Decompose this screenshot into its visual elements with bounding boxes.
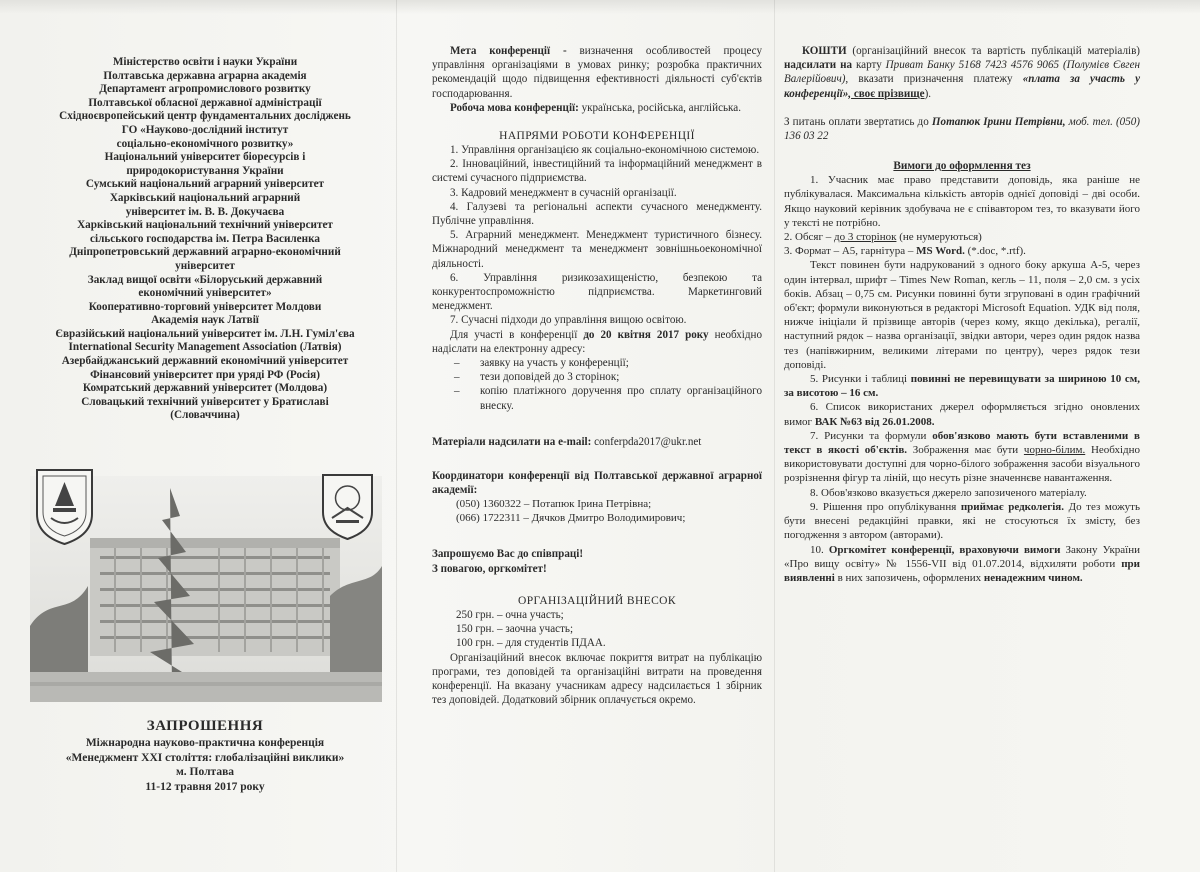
req-text: 3. Формат – А5, гарнітура – <box>784 245 917 258</box>
requirements-heading: Вимоги до оформлення тез <box>893 160 1031 173</box>
contact-phone: моб. тел. (050) 136 03 22 <box>784 115 1141 143</box>
coordinators-heading: Координатори конференції від Полтавської державної аграрної академії: <box>432 470 762 497</box>
fee-item: 250 грн. – очна участь; <box>456 608 564 621</box>
payment-info <box>784 44 1140 101</box>
organizer-line: сільського господарства ім. Петра Василенка <box>90 232 320 245</box>
direction-item: 1. Управління організацією як соціально-економічною системою. <box>450 144 760 157</box>
payment-text: (організаційний внесок та вартість публікацій матеріалів) <box>846 45 1140 57</box>
payment-label: КОШТИ <box>802 45 847 57</box>
direction-item: 5. Аграрний менеджмент. Менеджмент туристичного бізнесу. Міжнародний менеджмент та менеджмент зовнішньоекономічної діяльності. <box>432 229 762 270</box>
email-line <box>432 435 762 449</box>
directions-heading: НАПРЯМИ РОБОТИ КОНФЕРЕНЦІЇ <box>499 130 695 143</box>
requirement-3 <box>784 244 1140 258</box>
goal-text: визначення особливостей процесу управління організаціями в умовах ринку; розробка практичних рекомендацій щодо підвищення ефективності діяльності суб'єктів господарювання. <box>432 45 762 100</box>
organizer-line: Словацький технічний університет у Братиславі <box>81 395 329 408</box>
direction-item: 4. Галузеві та регіональні аспекти сучасного менеджменту. Публічне управління. <box>432 200 762 228</box>
req-text: 2. Обсяг – <box>784 231 834 244</box>
participation-post: необхідно надіслати на електронну адресу: <box>432 328 762 355</box>
participation-deadline: до 20 квітня 2017 року <box>583 328 709 341</box>
req-text: в них запозичень, оформлених <box>834 571 984 584</box>
req-text: Зображення має бути <box>907 444 1024 457</box>
organizer-line: ГО «Науково-дослідний інститут <box>121 123 289 136</box>
requirement-1: 1. Учасник має право представити доповідь, яка раніше не публікувалася. Максимальна кількість авторів однієї доповіді – дві особи. Якщо науковий керівник здобувача не є співавтором тез, то вказувати його у тексті не потрібно. <box>784 174 1140 229</box>
organizer-line: Східноєвропейський центр фундаментальних досліджень <box>59 110 351 123</box>
organizer-line: економічний університет» <box>138 287 272 300</box>
organizer-line: Харківський національний технічний університет <box>77 219 333 232</box>
req-format: MS Word. <box>916 245 965 258</box>
req-text: (*.doc, *.rtf). <box>964 245 1026 258</box>
organizer-line: Полтавська державна аграрна академія <box>103 69 307 82</box>
payment-card: Приват Банку 5168 7423 4576 9065 (Полумієв Євген Валерійович), <box>784 59 1141 86</box>
fee-item: 150 грн. – заочна участь; <box>456 623 574 636</box>
closing-invitation: Запрошуємо Вас до співпраці! <box>432 548 584 561</box>
req-emph: обов'язково мають бути вставленими в текст в якості об'єктів. <box>784 429 1140 457</box>
working-language <box>432 101 762 115</box>
payment-purpose: «плата за участь у конференції», <box>784 73 1141 100</box>
organizer-line: природокористування України <box>126 164 284 177</box>
fee-item: 100 грн. – для студентів ПДАА. <box>456 637 606 650</box>
invitation-title: ЗАПРОШЕННЯ <box>146 718 264 734</box>
column-conference-info <box>432 44 762 707</box>
payment-end: ). <box>924 87 932 100</box>
payment-surname: своє прізвище <box>851 87 925 100</box>
coordinator-entry: (050) 1360322 – Потапюк Ірина Петрівна; <box>456 498 652 511</box>
academy-emblem-logo <box>33 466 96 546</box>
organizer-line: Комратський державний університет (Молдова) <box>82 382 328 395</box>
requirement-10 <box>784 543 1140 586</box>
participation-pre: Для участі в конференції <box>450 328 584 341</box>
list-item: – заявку на участь у конференції; <box>454 356 762 370</box>
fold-line-left <box>396 0 397 872</box>
req-text: 5. Рисунки і таблиці <box>810 373 911 386</box>
req-emph: при виявленні <box>784 557 1140 584</box>
req-text: 7. Рисунки та формули <box>810 429 933 442</box>
contact-text: З питань оплати звертатись до <box>784 115 932 128</box>
req-text: 9. Рішення про опублікування <box>810 500 961 513</box>
requirement-8: 8. Обов'язково вказується джерело запозиченого матеріалу. <box>810 486 1087 499</box>
req-pages: до 3 сторінок <box>834 231 897 244</box>
faculty-emblem-logo <box>320 472 375 542</box>
direction-item: 6. Управління ризикозахищеністю, безпекою та конкурентоспроможністю підприємства. Маркетинговий менеджмент. <box>432 271 762 313</box>
organizer-line: Сумський національний аграрний університет <box>85 178 325 191</box>
organizer-line: Євразійський національний університет ім. Л.Н. Гуміл'єва <box>55 327 355 340</box>
fold-line-right <box>774 0 775 872</box>
list-item: – тези доповідей до 3 сторінок; <box>454 370 762 384</box>
req-emph: ВАК №63 від 26.01.2008. <box>814 415 935 428</box>
organizer-line: International Security Management Association (Латвія) <box>68 341 342 354</box>
goal-label: Мета конференції - <box>450 45 567 57</box>
req-text: (не нумеруються) <box>896 231 982 244</box>
req-text: Закону України «Про вищу освіту» № 1556-VII від 01.07.2014, відхиляти роботи <box>784 543 1141 570</box>
organizer-line: соціально-економічного розвитку» <box>116 137 294 150</box>
fee-note: Організаційний внесок включає покриття витрат на публікацію програми, тез доповідей та організаційні витрати на проведення конференції. На вказану учасникам адресу надсилається 1 збірник тез доповідей. Додатковий збірник оплачується окремо. <box>432 651 762 707</box>
column-requirements <box>784 44 1140 585</box>
organizer-line: Заклад вищої освіти «Білоруський державний <box>87 273 323 286</box>
organizer-line: (Словаччина) <box>170 409 240 422</box>
organizer-line: університет ім. В. В. Докучаєва <box>125 205 285 218</box>
organizer-line: Академія наук Латвії <box>151 314 259 327</box>
requirement-9 <box>784 500 1140 543</box>
requirement-7 <box>784 429 1140 486</box>
payment-text: вказати призначення платежу <box>848 73 1023 86</box>
email-address[interactable]: conferpda2017@ukr.net <box>594 435 702 448</box>
closing-regards: З повагою, оргкомітет! <box>432 562 547 575</box>
fee-heading: ОРГАНІЗАЦІЙНИЙ ВНЕСОК <box>518 594 676 607</box>
conference-goal <box>432 44 762 101</box>
req-emph: ненадежним чином. <box>983 571 1083 584</box>
organizer-line: університет <box>175 259 235 272</box>
organizers-list <box>30 56 380 423</box>
organizer-line: Фінансовий університет при уряді РФ (Росія) <box>90 368 320 381</box>
participation-text <box>432 328 762 356</box>
language-label: Робоча мова конференції: <box>450 101 579 114</box>
req-text: 10. <box>810 543 829 556</box>
req-text: 6. Список використаних джерел оформляється згідно оновлених вимог <box>784 401 1140 428</box>
page-top-shadow <box>0 0 1200 14</box>
list-item: – копію платіжного доручення про сплату організаційного внеску. <box>454 384 762 412</box>
req-emph: чорно-білим. <box>1023 444 1086 457</box>
direction-item: 7. Сучасні підходи до управління вищою освітою. <box>450 314 687 327</box>
conference-name: «Менеджмент XXI століття: глобалізаційні виклики» <box>65 751 345 764</box>
req-emph: повинні не перевищувати за шириною 10 см, за висотою – 16 см. <box>784 373 1140 400</box>
invitation-block <box>30 716 380 794</box>
req-text: Необхідно використовувати доступні для чорно-білого зображення засоби візуального розрізнення фігур та ліній, що несуть різне значеннєве навантаження. <box>784 444 1140 485</box>
req-emph: Оргкомітет конференції, враховуючи вимоги <box>828 543 1061 556</box>
req-text: До тез можуть бути внесені редакційні правки, які не стосуються їх змісту, без погодження з автором (авторами). <box>784 500 1140 542</box>
payment-text: карту <box>852 59 886 72</box>
organizer-line: Кооперативно-торговий університет Молдови <box>88 300 322 313</box>
direction-item: 2. Інноваційний, інвестиційний та інформаційний менеджмент в системі сучасного підприємства. <box>432 158 762 185</box>
send-materials-list <box>432 356 762 413</box>
organizer-line: Харківський національний аграрний <box>109 191 301 204</box>
conference-dates: 11-12 травня 2017 року <box>145 780 265 793</box>
requirement-2 <box>784 230 1140 244</box>
language-text: українська, російська, англійська. <box>578 101 741 114</box>
email-label: Матеріали надсилати на e-mail: <box>432 435 592 448</box>
requirement-5 <box>784 372 1140 400</box>
organizer-line: Полтавської обласної державної адміністрації <box>88 96 322 109</box>
contact-name: Потапюк Ірини Петрівни, <box>931 115 1066 128</box>
payment-send: надсилати на <box>784 59 853 72</box>
organizer-line: Дніпропетровський державний аграрно-економічний <box>69 246 341 259</box>
directions-list <box>432 143 762 328</box>
requirement-6 <box>784 400 1140 428</box>
conference-type: Міжнародна науково-практична конференція <box>85 737 325 749</box>
organizer-line: Міністерство освіти і науки України <box>112 56 298 68</box>
requirement-3-body: Текст повинен бути надрукований з одного боку аркуша А-5, через один інтервал, шрифт – Times New Roman, кегль – 11, поля – 2,0 см. з усіх боків. Абзац – 0,75 см. Рисунки повинні бути згруповані в один графічний об'єкт; формули виконуються в редакторі Microsoft Equation. УДК від поля, нижче ініціали й прізвище авторів (через кому, якщо декілька), регалії, наступний рядок – назва організації, звідки автори, через один рядок назва тез (напівжирним, великими літерами по центру), через рядок тези доповіді. <box>784 259 1140 371</box>
organizer-line: Національний університет біоресурсів і <box>104 151 306 164</box>
organizer-line: Азербайджанський державний економічний університет <box>61 355 349 368</box>
payment-contact <box>784 115 1140 143</box>
req-emph: приймає редколегія. <box>960 500 1064 513</box>
conference-city: м. Полтава <box>175 766 235 778</box>
direction-item: 3. Кадровий менеджмент в сучасній організації. <box>450 186 677 199</box>
coordinator-entry: (066) 1722311 – Дячков Дмитро Володимирович; <box>456 512 686 525</box>
organizer-line: Департамент агропромислового розвитку <box>99 83 311 96</box>
